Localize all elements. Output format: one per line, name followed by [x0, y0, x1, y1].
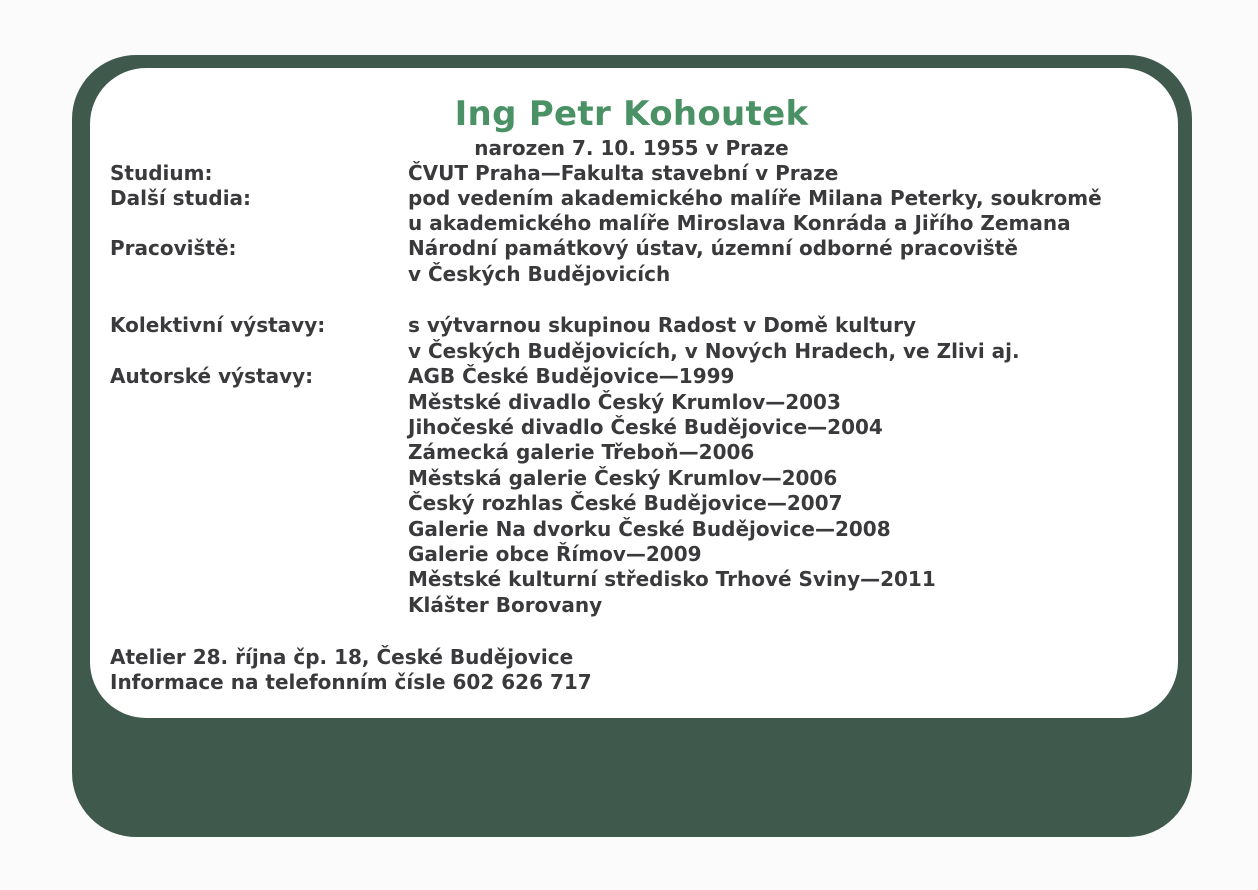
- solo-exhibition-item: AGB České Budějovice—1999: [408, 364, 735, 388]
- group-exhibitions-label: Kolektivní výstavy:: [110, 313, 326, 337]
- further-study-line: pod vedením akademického malíře Milana Peterky, soukromě: [408, 186, 1102, 210]
- solo-exhibition-item: Český rozhlas České Budějovice—2007: [408, 491, 843, 515]
- further-study-label: Další studia:: [110, 186, 252, 210]
- workplace-line: v Českých Budějovicích: [408, 262, 671, 286]
- solo-exhibition-item: Galerie obce Římov—2009: [408, 542, 702, 566]
- study-line: ČVUT Praha—Fakulta stavební v Praze: [408, 161, 839, 185]
- study-label: Studium:: [110, 161, 213, 185]
- workplace-line: Národní památkový ústav, územní odborné pracoviště: [408, 236, 1018, 260]
- solo-exhibition-item: Městské kulturní středisko Trhové Sviny—2011: [408, 567, 936, 591]
- artist-name: Ing Petr Kohoutek: [454, 94, 809, 134]
- birth-info: narozen 7. 10. 1955 v Praze: [474, 136, 789, 160]
- solo-exhibition-item: Galerie Na dvorku České Budějovice—2008: [408, 517, 891, 541]
- solo-exhibition-item: Městská galerie Český Krumlov—2006: [408, 466, 838, 490]
- workplace-label: Pracoviště:: [110, 236, 237, 260]
- solo-exhibition-item: Klášter Borovany: [408, 593, 603, 617]
- contact-phone: Informace na telefonním čísle 602 626 717: [110, 670, 592, 694]
- solo-exhibition-item: Zámecká galerie Třeboň—2006: [408, 440, 755, 464]
- group-exhibitions-line: v Českých Budějovicích, v Nových Hradech, ve Zlivi aj.: [408, 339, 1020, 363]
- solo-exhibitions-label: Autorské výstavy:: [110, 364, 314, 388]
- further-study-line: u akademického malíře Miroslava Konráda a Jiřího Zemana: [408, 211, 1071, 235]
- solo-exhibition-item: Městské divadlo Český Krumlov—2003: [408, 390, 841, 414]
- atelier-address: Atelier 28. října čp. 18, České Budějovice: [110, 645, 574, 669]
- solo-exhibition-item: Jihočeské divadlo České Budějovice—2004: [408, 415, 883, 439]
- group-exhibitions-line: s výtvarnou skupinou Radost v Domě kultury: [408, 313, 917, 337]
